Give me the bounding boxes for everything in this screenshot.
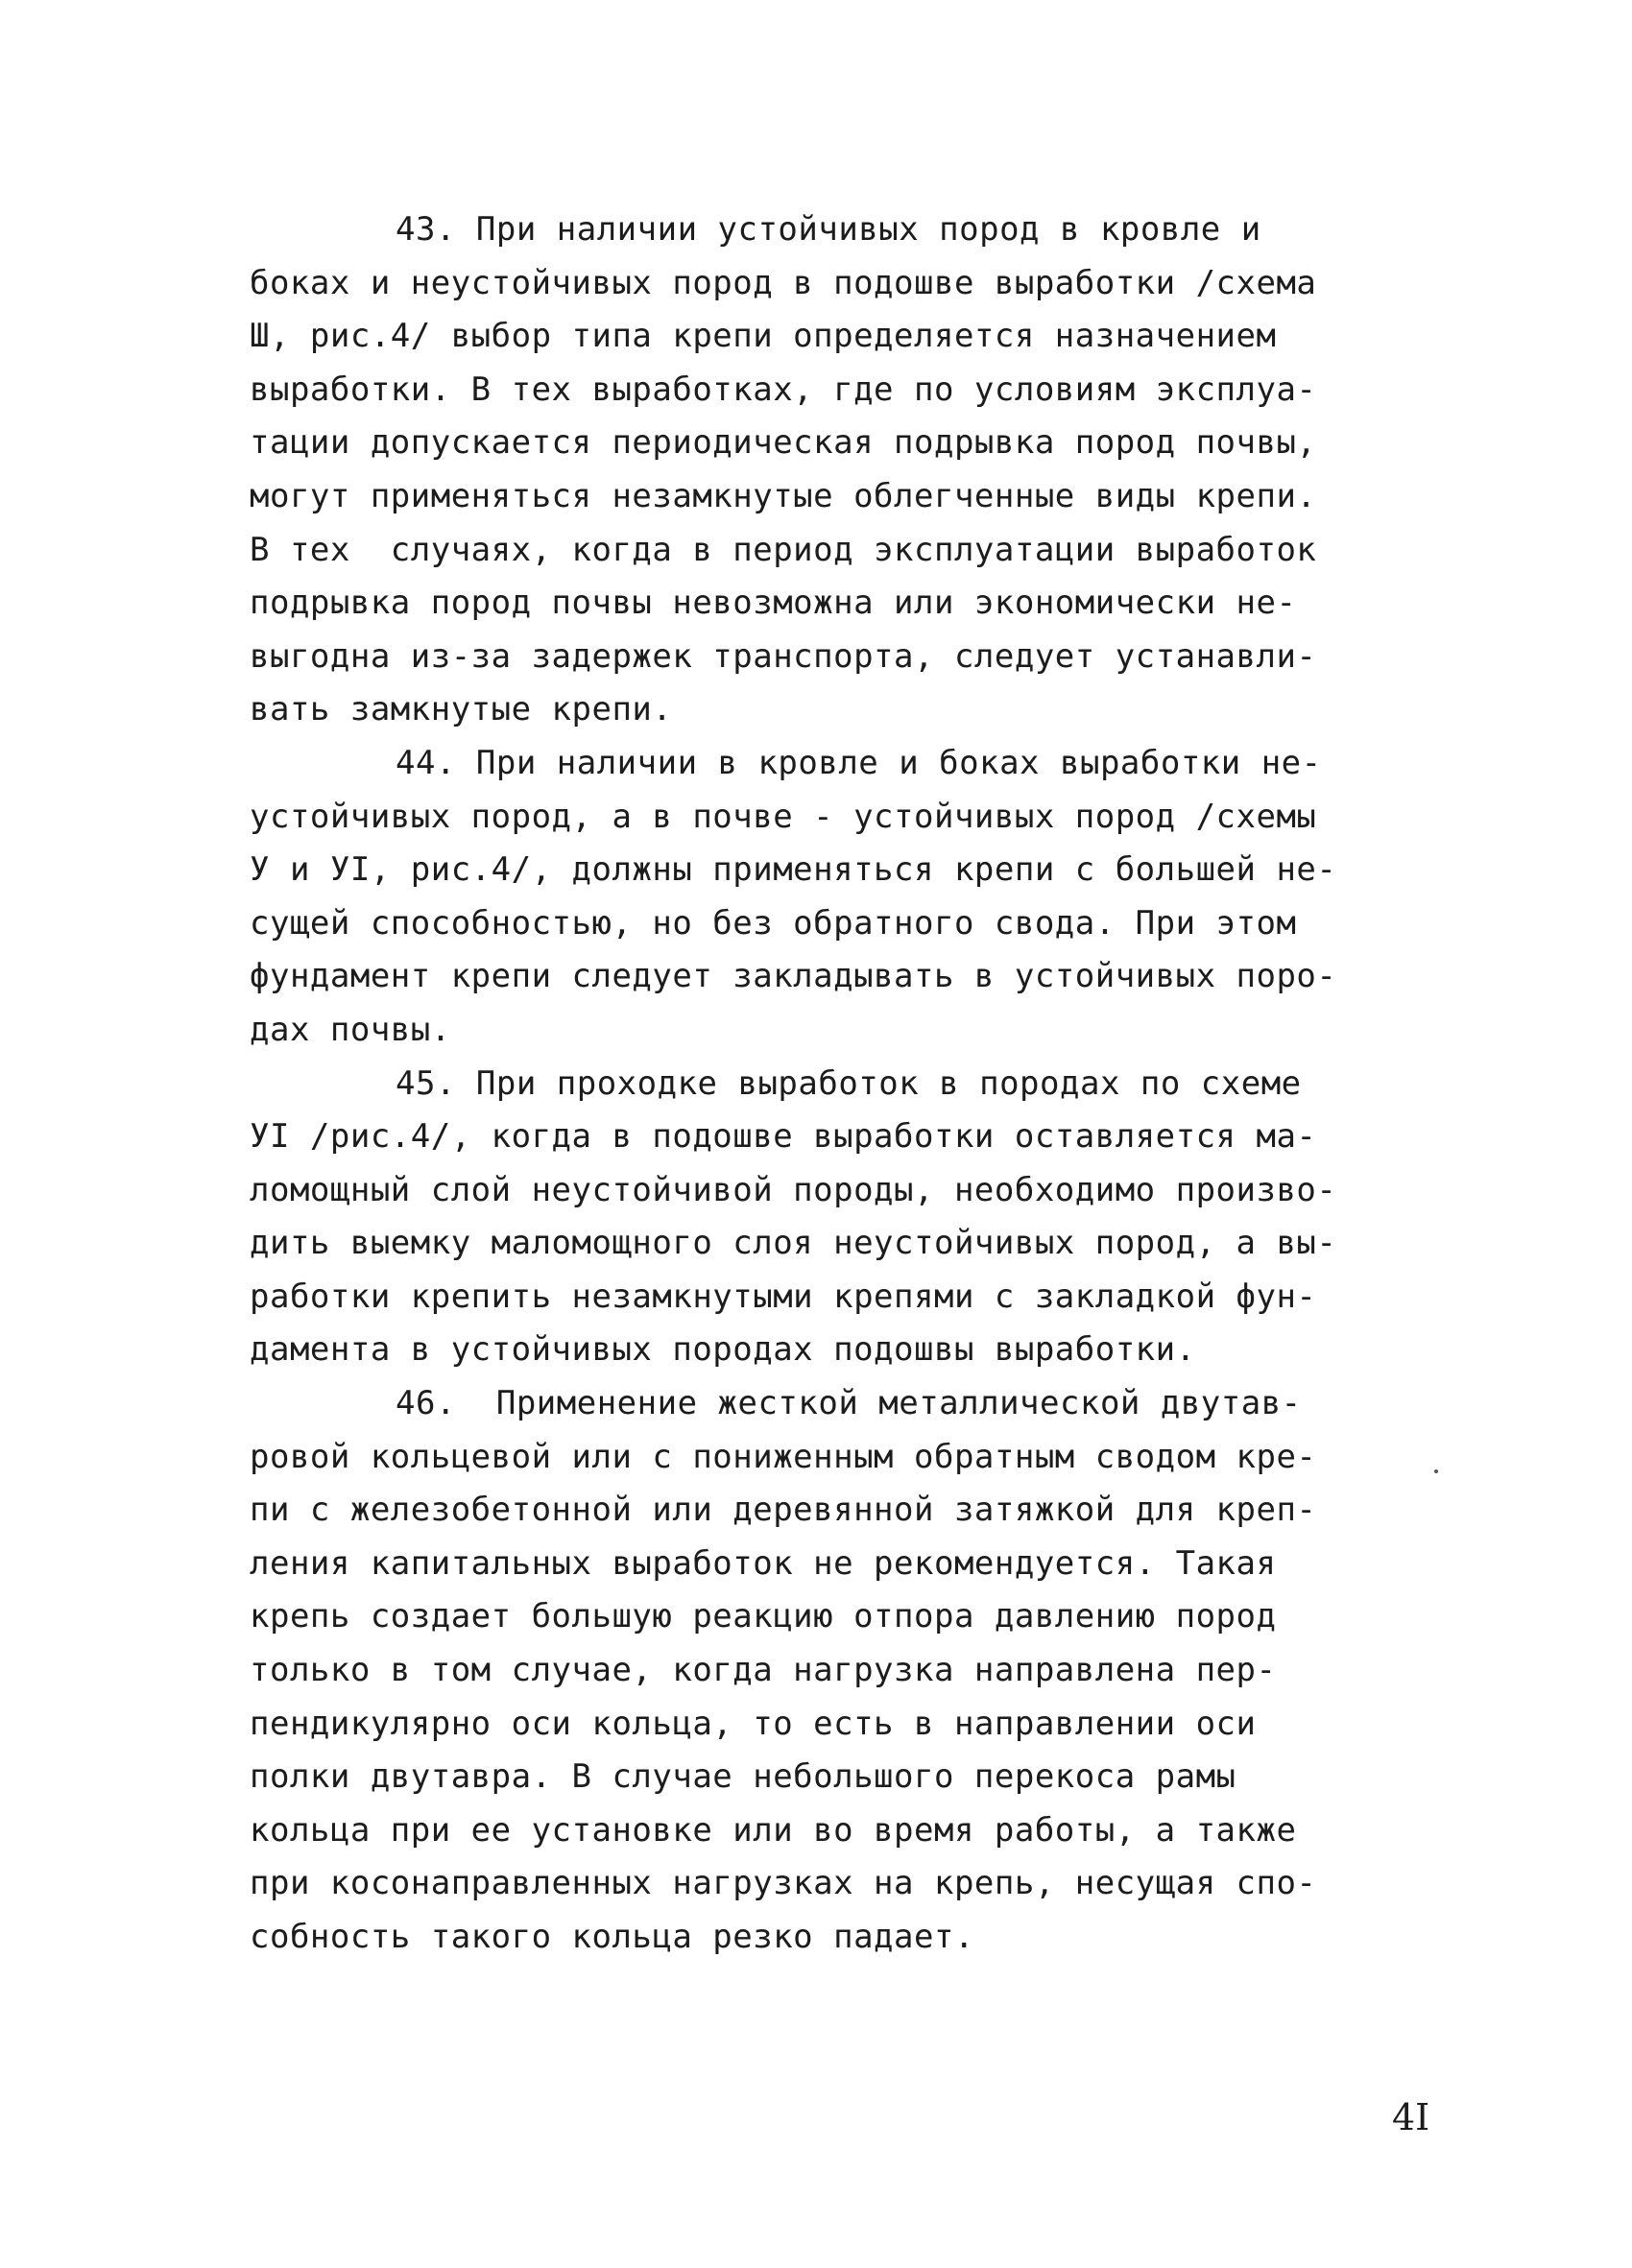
paragraph-45-line-4: дить выемку маломощного слоя неустойчивых пород, а вы- xyxy=(250,1224,1337,1263)
paragraph-46-line-4: ления капитальных выработок не рекомендуется. Такая xyxy=(250,1543,1277,1583)
page-number: 4I xyxy=(1392,2096,1430,2138)
paragraph-43-line-10: вать замкнутые крепи. xyxy=(250,690,673,729)
paragraph-43-line-3: Ш, рис.4/ выбор типа крепи определяется назначением xyxy=(250,317,1277,356)
paragraph-44-line-3: У и УI, рис.4/, должны применяться крепи с большей не- xyxy=(250,850,1337,890)
paragraph-45-line-2: УI /рис.4/, когда в подошве выработки оставляется ма- xyxy=(250,1117,1317,1157)
body-text xyxy=(250,203,1430,1965)
paragraph-43-line-5: тации допускается периодическая подрывка пород почвы, xyxy=(250,423,1317,463)
paragraph-46-line-3: пи с железобетонной или деревянной затяжкой для креп- xyxy=(250,1491,1317,1530)
paragraph-44-line-2: устойчивых пород, а в почве - устойчивых пород /схемы xyxy=(250,797,1317,836)
paragraph-44-line-4: сущей способностью, но без обратного свода. При этом xyxy=(250,903,1297,943)
paragraph-43-line-4: выработки. В тех выработках, где по условиям эксплуа- xyxy=(250,370,1317,409)
paragraph-43-line-1: 43. При наличии устойчивых пород в кровле и xyxy=(396,210,1261,249)
paragraph-43-line-9: выгодна из-за задержек транспорта, следует устанавли- xyxy=(250,636,1317,676)
paragraph-43-line-6: могут применяться незамкнутые облегченные виды крепи. xyxy=(250,476,1317,515)
paragraph-43-line-7: В тех случаях, когда в период эксплуатации выработок xyxy=(250,530,1317,569)
paragraph-46-line-6: только в том случае, когда нагрузка направлена пер- xyxy=(250,1651,1277,1690)
paragraph-46-line-1: 46. Применение жесткой металлической двутав- xyxy=(396,1384,1302,1423)
margin-dot-mark xyxy=(1434,1469,1438,1473)
paragraph-44-line-1: 44. При наличии в кровле и боках выработки не- xyxy=(396,743,1322,782)
paragraph-45-line-5: работки крепить незамкнутыми крепями с закладкой фун- xyxy=(250,1277,1317,1316)
paragraph-46-line-10: при косонаправленных нагрузках на крепь, несущая спо- xyxy=(250,1864,1317,1903)
paragraph-43-line-8: подрывка пород почвы невозможна или экономически не- xyxy=(250,584,1297,623)
paragraph-45-line-1: 45. При проходке выработок в породах по схеме xyxy=(396,1063,1302,1103)
paragraph-46-line-7: пендикулярно оси кольца, то есть в направлении оси xyxy=(250,1704,1257,1743)
paragraph-46-line-9: кольца при ее установке или во время работы, а также xyxy=(250,1810,1297,1850)
paragraph-46-line-5: крепь создает большую реакцию отпора давлению пород xyxy=(250,1597,1277,1636)
paragraph-43-line-2: боках и неустойчивых пород в подошве выработки /схема xyxy=(250,263,1317,302)
paragraph-45-line-3: ломощный слой неустойчивой породы, необходимо произво- xyxy=(250,1170,1337,1209)
paragraph-45-line-6: дамента в устойчивых породах подошвы выработки. xyxy=(250,1330,1196,1370)
paragraph-44-line-5: фундамент крепи следует закладывать в устойчивых поро- xyxy=(250,957,1337,996)
paragraph-46-line-11: собность такого кольца резко падает. xyxy=(250,1918,974,1956)
paragraph-46-line-8: полки двутавра. В случае небольшого перекоса рамы xyxy=(250,1757,1236,1797)
paragraph-44-line-6: дах почвы. xyxy=(250,1010,451,1049)
paragraph-46-line-2: ровой кольцевой или с пониженным обратным сводом кре- xyxy=(250,1437,1317,1476)
